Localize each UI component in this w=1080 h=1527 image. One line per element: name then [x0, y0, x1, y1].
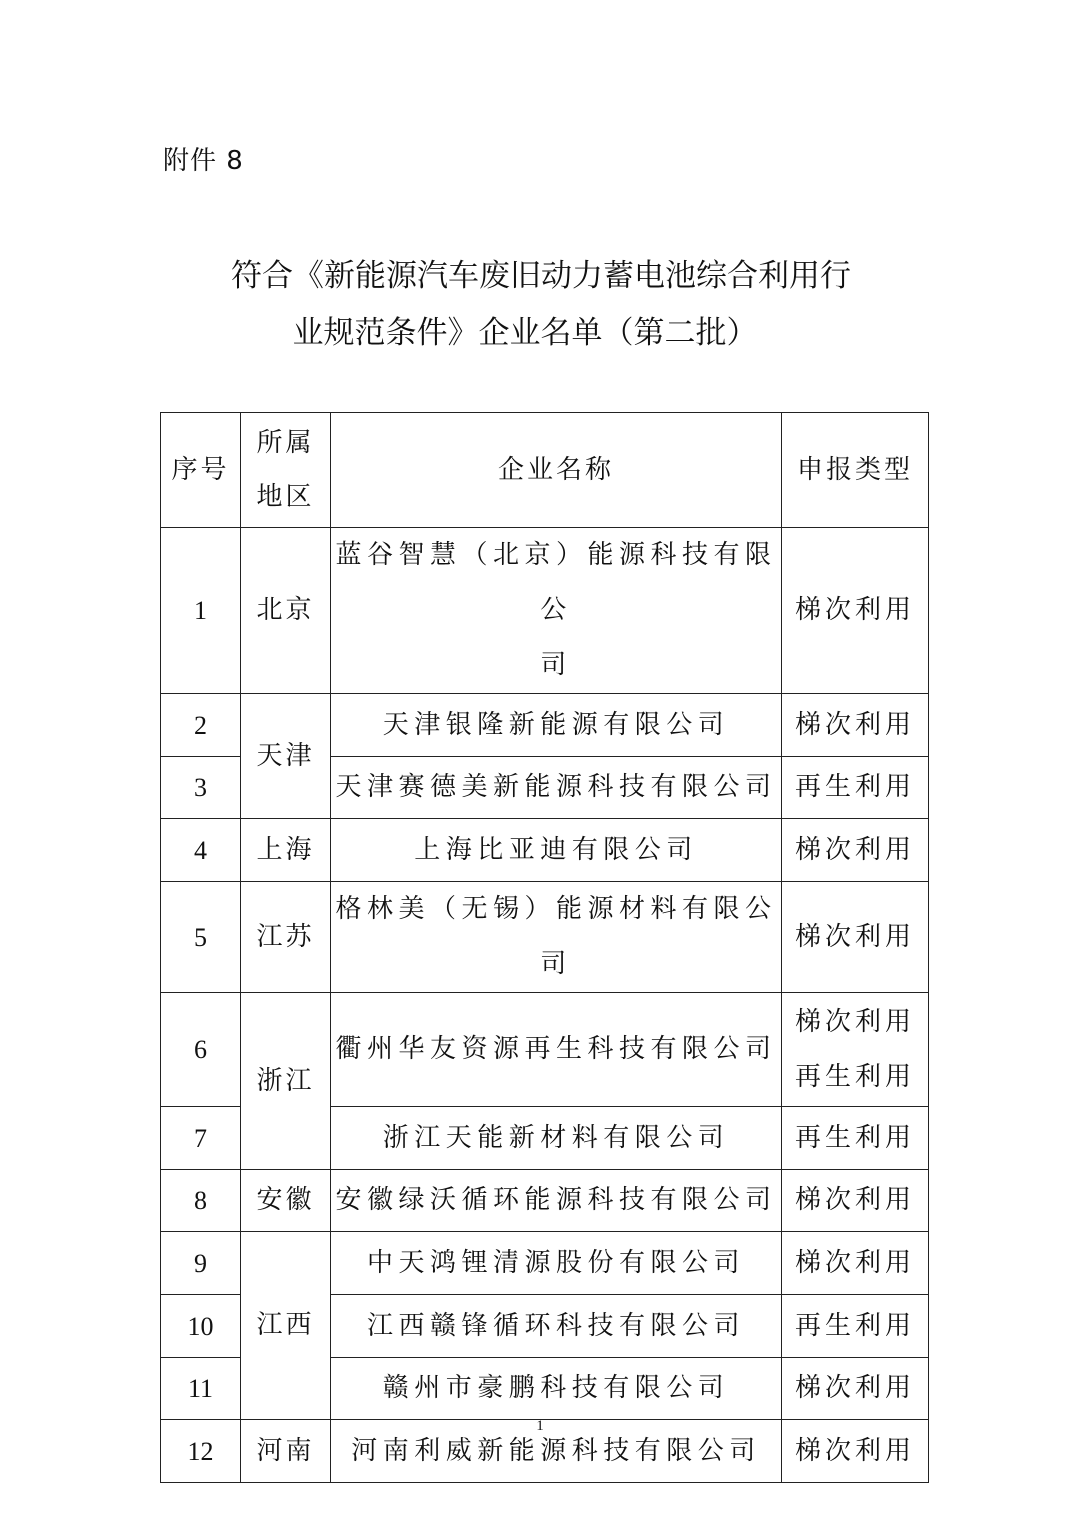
header-index: 序号 [161, 413, 241, 528]
row-region: 江苏 [241, 882, 331, 993]
row-type: 梯次利用 [782, 528, 929, 694]
row-type: 梯次利用 [782, 1358, 929, 1420]
row-type [782, 993, 929, 1107]
row-company: 浙江天能新材料有限公司 [331, 1107, 782, 1170]
row-type: 梯次利用 [782, 694, 929, 757]
row-type-line-2: 再生利用 [794, 1061, 915, 1092]
row-company-line-1: 蓝谷智慧（北京）能源科技有限公 [335, 540, 777, 625]
row-company: 赣州市豪鹏科技有限公司 [331, 1358, 782, 1420]
table-row [161, 528, 929, 694]
header-company: 企业名称 [331, 413, 782, 528]
row-company [331, 528, 782, 694]
table-row [161, 1232, 929, 1295]
row-region: 天津 [241, 694, 331, 819]
row-type: 梯次利用 [782, 1170, 929, 1232]
table-row [161, 993, 929, 1107]
row-index: 12 [161, 1420, 241, 1483]
row-region: 江西 [241, 1232, 331, 1420]
title-line-2: 业规范条件》企业名单（第二批） [292, 315, 758, 351]
row-type: 再生利用 [782, 757, 929, 819]
row-index: 7 [161, 1107, 241, 1170]
row-company: 天津赛德美新能源科技有限公司 [331, 757, 782, 819]
company-list-table [160, 412, 929, 1483]
table-row [161, 882, 929, 993]
row-index: 9 [161, 1232, 241, 1295]
page-number: 1 [536, 1418, 544, 1434]
row-region: 河南 [241, 1420, 331, 1483]
row-company: 安徽绿沃循环能源科技有限公司 [331, 1170, 782, 1232]
table-row [161, 819, 929, 882]
row-company: 江西赣锋循环科技有限公司 [331, 1295, 782, 1358]
header-region-line-1: 所属 [256, 428, 315, 458]
row-company: 天津银隆新能源有限公司 [331, 694, 782, 757]
header-region [241, 413, 331, 528]
row-type: 梯次利用 [782, 819, 929, 882]
row-type: 梯次利用 [782, 882, 929, 993]
row-type: 梯次利用 [782, 1420, 929, 1483]
row-type: 再生利用 [782, 1295, 929, 1358]
row-company: 衢州华友资源再生科技有限公司 [331, 993, 782, 1107]
table-header-row [161, 413, 929, 528]
row-company: 上海比亚迪有限公司 [331, 819, 782, 882]
title-line-1: 符合《新能源汽车废旧动力蓄电池综合利用行 [231, 258, 851, 294]
row-index: 1 [161, 528, 241, 694]
table-row [161, 694, 929, 757]
row-index: 10 [161, 1295, 241, 1358]
header-region-line-2: 地区 [256, 482, 315, 512]
row-index: 11 [161, 1358, 241, 1420]
row-index: 3 [161, 757, 241, 819]
row-index: 8 [161, 1170, 241, 1232]
row-type: 再生利用 [782, 1107, 929, 1170]
row-company: 格林美（无锡）能源材料有限公司 [331, 882, 782, 993]
row-region: 北京 [241, 528, 331, 694]
row-type: 梯次利用 [782, 1232, 929, 1295]
row-company: 中天鸿锂清源股份有限公司 [331, 1232, 782, 1295]
row-company-line-2: 司 [540, 650, 572, 680]
row-region: 安徽 [241, 1170, 331, 1232]
row-index: 6 [161, 993, 241, 1107]
table-row [161, 1170, 929, 1232]
row-region: 浙江 [241, 993, 331, 1170]
row-type-line-1: 梯次利用 [794, 1006, 915, 1037]
row-index: 2 [161, 694, 241, 757]
header-type: 申报类型 [782, 413, 929, 528]
row-index: 5 [161, 882, 241, 993]
row-index: 4 [161, 819, 241, 882]
attachment-label: 附件 8 [163, 146, 244, 176]
row-company: 河南利威新能源科技有限公司 [331, 1420, 782, 1483]
document-title [0, 248, 1080, 362]
row-region: 上海 [241, 819, 331, 882]
